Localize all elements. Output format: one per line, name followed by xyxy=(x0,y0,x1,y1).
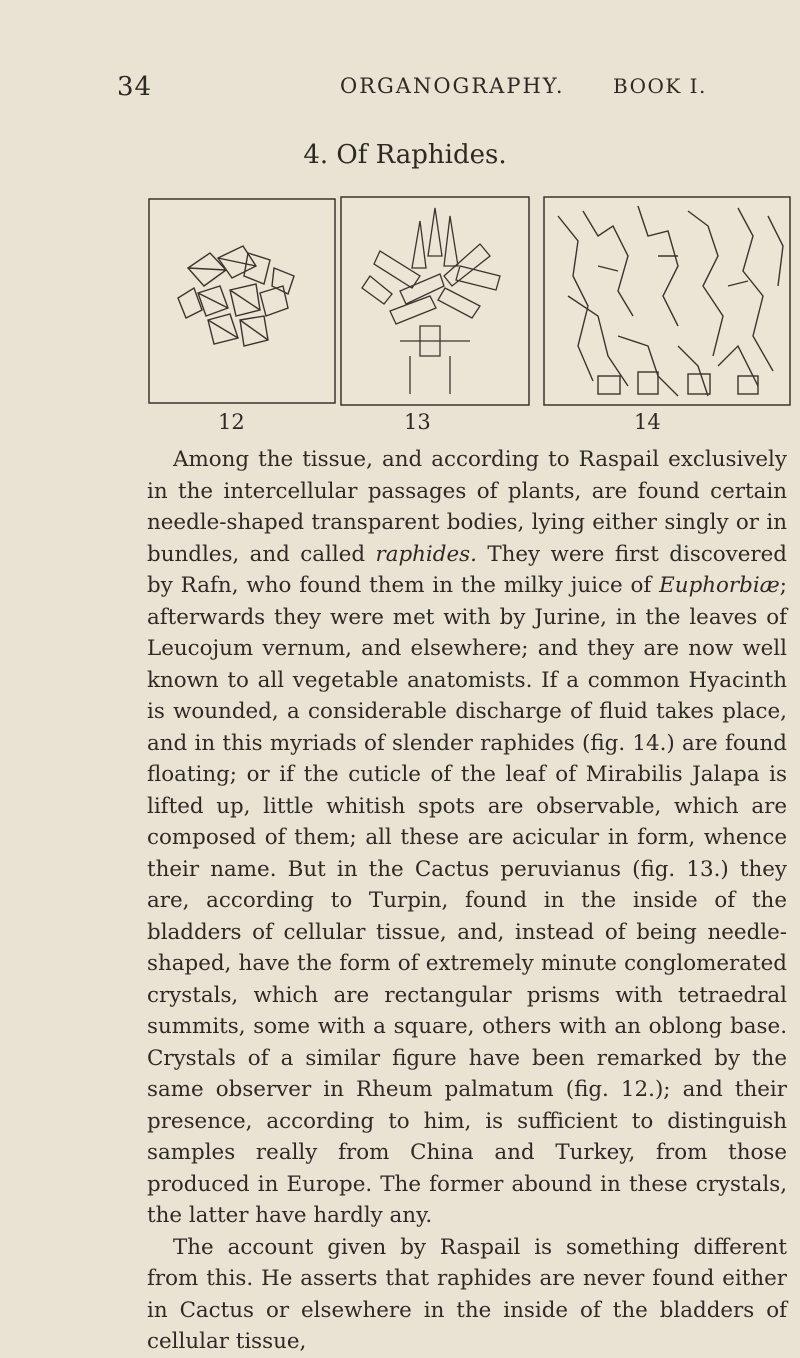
figure-14-label: 14 xyxy=(634,410,661,434)
figure-14 xyxy=(538,196,800,408)
plant-name: Euphorbiæ xyxy=(659,573,780,598)
figure-13-crystals-illustration xyxy=(340,196,530,406)
figure-13 xyxy=(340,196,530,406)
running-header xyxy=(0,72,800,112)
paragraph-1: Among the tissue, and according to Raspail exclusively in the intercellular passages of plants, are found certain needle-shaped transparent bodies, lying either singly or in bundles, and called raphides. They were first discovered by Rafn, who found them in the milky juice of Euphorbiæ; afterwards they were met with by Jurine, in the leaves of Leucojum vernum, and elsewhere; and they are now well known to all vegetable anatomists. If a common Hyacinth is wounded, a considerable discharge of fluid takes place, and in this myriads of slender raphides (fig. 14.) are found floating; or if the cuticle of the leaf of Mirabilis Jalapa is lifted up, little whitish spots are observable, which are composed of them; all these are acicular in form, whence their name. But in the Cactus peruvianus (fig. 13.) they are, according to Turpin, found in the inside of the bladders of cellular tissue, and, instead of being needle-shaped, have the form of extremely minute conglomerated crystals, which are rectangular prisms with tetraedral summits, some with a square, others with an oblong base. Crystals of a similar figure have been remarked by the same observer in Rheum palmatum (fig. 12.); and their presence, according to him, is sufficient to distinguish samples really from China and Turkey, from those produced in Europe. The former abound in these crystals, the latter have hardly any. xyxy=(147,447,787,1228)
figure-14-raphides-illustration xyxy=(538,196,800,408)
page-number: 34 xyxy=(117,72,153,102)
section-title: 4. Of Raphides. xyxy=(303,140,507,170)
running-title: ORGANOGRAPHY. xyxy=(340,74,565,98)
figure-12-label: 12 xyxy=(218,410,245,434)
book-label: BOOK I. xyxy=(613,74,707,98)
body-text xyxy=(147,444,787,1358)
paragraph-2: The account given by Raspail is something different from this. He asserts that raphides are never found either in Cactus or elsewhere in the inside of the bladders of cellular tissue, xyxy=(147,1234,787,1354)
term-raphides: raphides. xyxy=(375,541,477,567)
figure-12-crystals-illustration xyxy=(148,198,336,404)
figure-12 xyxy=(148,198,336,404)
figure-13-label: 13 xyxy=(404,410,431,434)
